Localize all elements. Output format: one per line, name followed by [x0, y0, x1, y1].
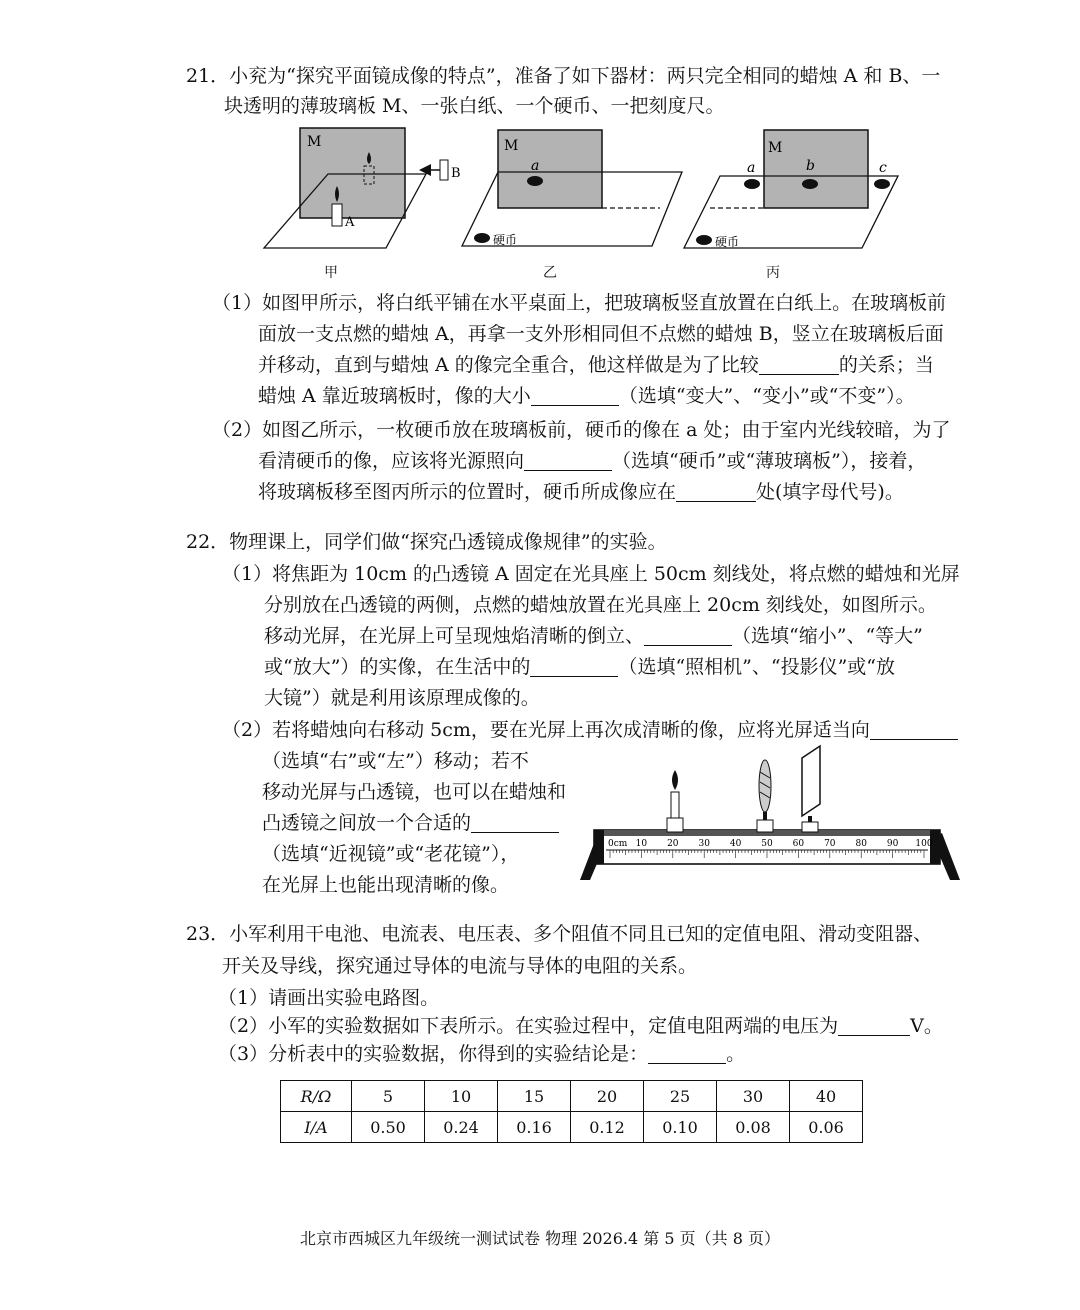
q22-p1-line2: 分别放在凸透镜的两侧，点燃的蜡烛放置在光具座上 20cm 刻线处，如图所示。: [264, 594, 937, 616]
q22-p1-line4: 或“放大”）的实像，在生活中的 （选填“照相机”、“投影仪”或“放: [264, 656, 896, 678]
bench-tick-label: 40: [729, 839, 742, 849]
q22-p2-line6: 在光屏上也能出现清晰的像。: [262, 874, 510, 896]
bench-tick-label: 10: [635, 839, 648, 849]
q21-p2-line1: （2）如图乙所示，一枚硬币放在玻璃板前，硬币的像在 a 处；由于室内光线较暗，为了: [212, 419, 951, 441]
q23-p2: （2）小军的实验数据如下表所示。在实验过程中，定值电阻两端的电压为 V。: [218, 1015, 943, 1037]
bench-tick-label: 90: [886, 839, 899, 849]
figure-bing: [684, 130, 898, 249]
q21-p1-line1: （1）如图甲所示，将白纸平铺在水平桌面上，把玻璃板竖直放置在白纸上。在玻璃板前: [212, 292, 947, 314]
q22-p2-line2: （选填“右”或“左”）移动；若不: [262, 750, 529, 772]
q22-p2-line3: 移动光屏与凸透镜，也可以在蜡烛和: [262, 781, 567, 803]
table-cell: 30: [717, 1081, 790, 1112]
coin-label: 硬币: [493, 233, 518, 247]
caption-bing: 丙: [766, 265, 780, 281]
answer-blank[interactable]: [524, 450, 612, 471]
mirror-label-m: M: [307, 134, 322, 150]
table-cell: 15: [498, 1081, 571, 1112]
point-b-label: b: [806, 158, 815, 174]
table-cell: 0.10: [644, 1112, 717, 1143]
caption-jia: 甲: [324, 265, 338, 281]
q22-p2-line5: （选填“近视镜”或“老花镜”），: [262, 843, 520, 865]
answer-blank[interactable]: [838, 1015, 910, 1036]
table-header-cell: I/A: [281, 1112, 352, 1143]
point-a-label: a: [531, 158, 540, 174]
candle: [667, 770, 683, 832]
table-cell: 0.12: [571, 1112, 644, 1143]
bench-tick-label: 50: [761, 839, 773, 849]
answer-blank[interactable]: [644, 625, 732, 646]
point-c-label: c: [879, 160, 887, 176]
figure-yi: [462, 130, 682, 247]
point-a-label: a: [747, 160, 756, 176]
q21-p2-line2: 看清硬币的像，应该将光源照向 （选填“硬币”或“薄玻璃板”），接着，: [258, 450, 927, 472]
table-cell: 10: [425, 1081, 498, 1112]
q22-stem: 22．物理课上，同学们做“探究凸透镜成像规律”的实验。: [186, 531, 667, 553]
q22-p1-line3: 移动光屏，在光屏上可呈现烛焰清晰的倒立、 （选填“缩小”、“等大”: [264, 625, 923, 647]
q23-stem-line1: 23．小军利用干电池、电流表、电压表、多个阻值不同且已知的定值电阻、滑动变阻器、: [186, 923, 933, 945]
q21-p1-line2: 面放一支点燃的蜡烛 A，再拿一支外形相同但不点燃的蜡烛 B，竖立在玻璃板后面: [258, 323, 944, 345]
bench-tick-label: 20: [667, 839, 679, 849]
q23-stem-line2: 开关及导线，探究通过导体的电流与导体的电阻的关系。: [222, 955, 698, 977]
caption-yi: 乙: [543, 265, 557, 281]
table-row: [281, 1081, 863, 1112]
q22-p2-line4: 凸透镜之间放一个合适的: [262, 809, 559, 837]
optical-bench-figure: [580, 738, 960, 888]
mirror-label-m: M: [504, 138, 519, 154]
q21-p1-line3: 并移动，直到与蜡烛 A 的像完全重合，他这样做是为了比较 的关系；当: [258, 354, 934, 376]
table-cell: 0.16: [498, 1112, 571, 1143]
q23-p3: （3）分析表中的实验数据，你得到的实验结论是： 。: [218, 1043, 746, 1065]
coin-label: 硬币: [715, 235, 740, 249]
bench-tick-label: 70: [824, 839, 836, 849]
answer-blank[interactable]: [676, 481, 756, 502]
table-cell: 25: [644, 1081, 717, 1112]
q23-p1: （1）请画出实验电路图。: [218, 987, 440, 1009]
answer-blank[interactable]: [870, 719, 958, 740]
candle-b-label: B: [451, 166, 461, 181]
answer-blank[interactable]: [759, 354, 839, 375]
q21-figures: [250, 122, 930, 282]
table-cell: 40: [790, 1081, 863, 1112]
table-header-cell: R/Ω: [281, 1081, 352, 1112]
mirror-label-m: M: [768, 140, 783, 156]
q21-p2-line3: 将玻璃板移至图丙所示的位置时，硬币所成像应在 处(填字母代号)。: [258, 481, 904, 503]
table-cell: 0.08: [717, 1112, 790, 1143]
page-footer: 北京市西城区九年级统一测试试卷 物理 2026.4 第 5 页（共 8 页）: [300, 1229, 780, 1248]
answer-blank[interactable]: [530, 656, 618, 677]
answer-blank[interactable]: [531, 385, 619, 406]
bench-tick-label: 60: [792, 839, 805, 849]
q22-p1-line1: （1）将焦距为 10cm 的凸透镜 A 固定在光具座上 50cm 刻线处，将点燃的蜡烛和光屏: [222, 563, 960, 585]
answer-blank[interactable]: [648, 1043, 726, 1064]
table-cell: 0.06: [790, 1112, 863, 1143]
q21-p1-line4: 蜡烛 A 靠近玻璃板时，像的大小 （选填“变大”、“变小”或“不变”）。: [258, 385, 915, 407]
q22-p2-line1: （2）若将蜡烛向右移动 5cm，要在光屏上再次成清晰的像，应将光屏适当向: [222, 716, 958, 744]
bench-tick-label: 0cm: [608, 839, 628, 849]
q21-stem-line1: 21．小兖为“探究平面镜成像的特点”，准备了如下器材：两只完全相同的蜡烛 A 和 B、一: [186, 65, 941, 87]
light-screen: [802, 746, 820, 832]
table-cell: 20: [571, 1081, 644, 1112]
table-cell: 0.50: [352, 1112, 425, 1143]
table-row: [281, 1112, 863, 1143]
table-cell: 0.24: [425, 1112, 498, 1143]
table-cell: 5: [352, 1081, 425, 1112]
bench-tick-label: 30: [698, 839, 710, 849]
convex-lens: [757, 760, 773, 832]
q21-stem-line2: 块透明的薄玻璃板 M、一张白纸、一个硬币、一把刻度尺。: [224, 95, 725, 117]
experiment-data-table: [280, 1080, 863, 1143]
bench-tick-label: 80: [855, 839, 867, 849]
q22-p1-line5: 大镜”）就是利用该原理成像的。: [264, 687, 540, 709]
figure-jia: [264, 128, 461, 248]
answer-blank[interactable]: [471, 812, 559, 833]
candle-a-label: A: [345, 215, 355, 230]
bench-tick-label: 100: [915, 839, 933, 849]
